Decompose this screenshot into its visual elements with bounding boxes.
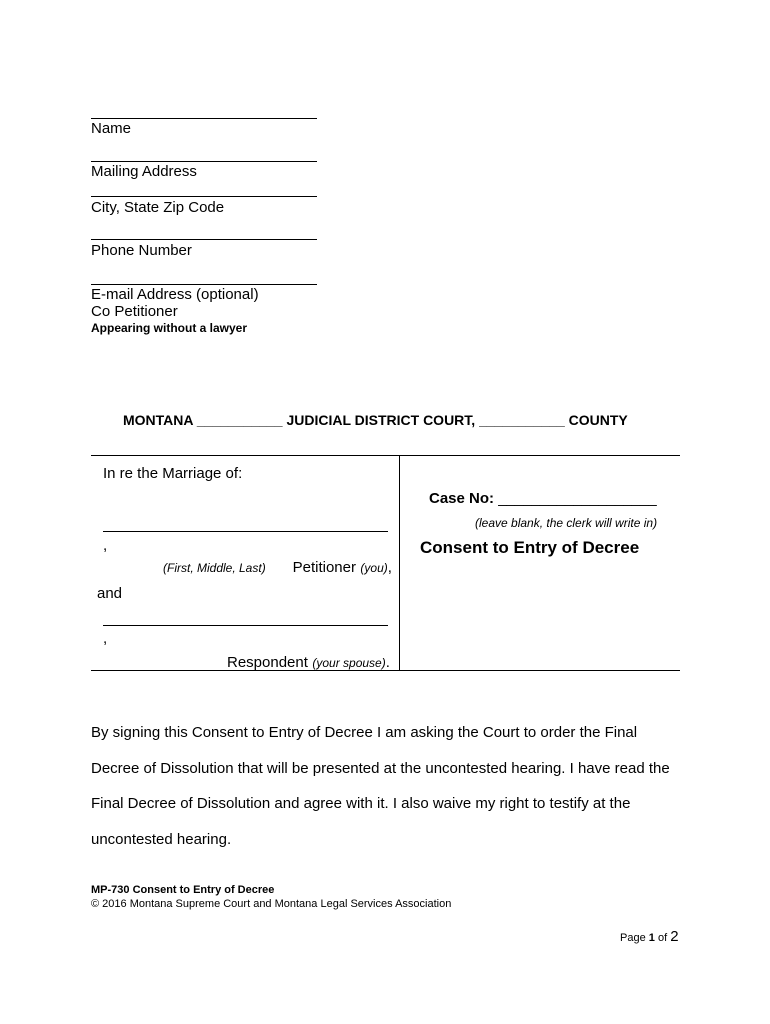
city-state-zip-label: City, State Zip Code bbox=[91, 199, 225, 216]
page-of: of bbox=[657, 932, 668, 944]
respondent-spouse: (your spouse) bbox=[312, 656, 386, 670]
caption-divider bbox=[399, 455, 400, 670]
body-line-3: Final Decree of Dissolution and agree with it. I also waive my right to testify at the bbox=[91, 795, 631, 812]
petitioner-name-line[interactable] bbox=[103, 531, 388, 532]
petitioner-end: , bbox=[387, 559, 392, 576]
page-label: Page bbox=[620, 932, 646, 944]
petitioner-line bbox=[163, 559, 392, 577]
court-state: MONTANA bbox=[123, 412, 193, 428]
in-re-label: In re the Marriage of: bbox=[103, 465, 243, 482]
phone-label: Phone Number bbox=[91, 242, 192, 259]
petitioner-comma: , bbox=[103, 537, 108, 554]
respondent-comma: , bbox=[103, 630, 108, 647]
court-heading bbox=[123, 412, 628, 428]
form-id: MP-730 Consent to Entry of Decree bbox=[91, 884, 275, 896]
respondent-name-line[interactable] bbox=[103, 625, 388, 626]
page-number bbox=[620, 928, 679, 945]
case-no-blank[interactable]: ___________________ bbox=[498, 490, 657, 507]
court-name: JUDICIAL DISTRICT COURT, bbox=[286, 412, 476, 428]
caption-top-border bbox=[91, 455, 680, 456]
document-title: Consent to Entry of Decree bbox=[420, 538, 640, 557]
body-line-1: By signing this Consent to Entry of Decree I am asking the Court to order the Final bbox=[91, 724, 638, 741]
copyright: © 2016 Montana Supreme Court and Montana Legal Services Association bbox=[91, 898, 452, 910]
county-label: COUNTY bbox=[568, 412, 628, 428]
respondent-end: . bbox=[385, 654, 390, 671]
page-current: 1 bbox=[648, 932, 655, 944]
city-state-zip-line[interactable] bbox=[91, 196, 317, 197]
mailing-address-line[interactable] bbox=[91, 161, 317, 162]
page-total: 2 bbox=[670, 928, 679, 945]
petitioner-you: (you) bbox=[360, 561, 388, 575]
name-line[interactable] bbox=[91, 118, 317, 119]
case-no-hint: (leave blank, the clerk will write in) bbox=[475, 516, 658, 530]
body-line-2: Decree of Dissolution that will be presented at the uncontested hearing. I have read the bbox=[91, 760, 670, 777]
email-label: E-mail Address (optional) bbox=[91, 286, 259, 303]
name-label: Name bbox=[91, 120, 132, 137]
mailing-address-label: Mailing Address bbox=[91, 163, 197, 180]
role-label: Co Petitioner bbox=[91, 303, 178, 320]
case-number bbox=[429, 490, 657, 507]
body-line-4: uncontested hearing. bbox=[91, 831, 232, 848]
case-no-label: Case No: bbox=[429, 490, 495, 507]
county-blank[interactable]: ___________ bbox=[479, 412, 565, 428]
name-format-hint: (First, Middle, Last) bbox=[163, 561, 266, 575]
appearing-label: Appearing without a lawyer bbox=[91, 321, 248, 335]
district-blank[interactable]: ___________ bbox=[196, 412, 283, 428]
phone-line[interactable] bbox=[91, 239, 317, 240]
respondent-line bbox=[227, 654, 390, 672]
petitioner-label: Petitioner bbox=[292, 559, 356, 576]
email-line[interactable] bbox=[91, 284, 317, 285]
respondent-label: Respondent bbox=[227, 654, 308, 671]
and-label: and bbox=[97, 585, 123, 602]
